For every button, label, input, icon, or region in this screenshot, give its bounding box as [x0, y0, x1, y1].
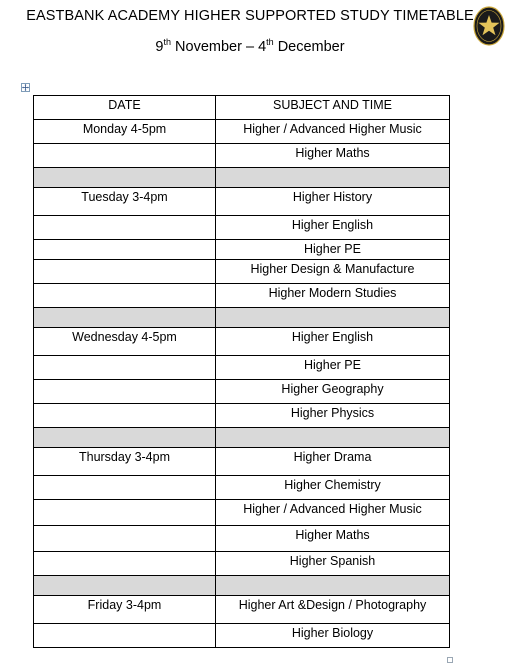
subject-cell: Higher Geography — [216, 380, 450, 404]
separator-cell — [34, 308, 216, 328]
subject-cell: Higher PE — [216, 240, 450, 260]
end-month: December — [277, 39, 345, 55]
start-day-suffix: th — [163, 37, 171, 47]
table-row — [34, 500, 450, 526]
subject-cell: Higher Biology — [216, 624, 450, 648]
separator-row — [34, 428, 450, 448]
document-title: EASTBANK ACADEMY HIGHER SUPPORTED STUDY TIMETABLE — [26, 8, 474, 24]
start-day: 9 — [155, 39, 164, 55]
date-cell — [34, 552, 216, 576]
date-range-separator: – — [245, 39, 255, 55]
table-row — [34, 476, 450, 500]
subject-column-header: SUBJECT AND TIME — [216, 96, 450, 120]
subject-cell: Higher PE — [216, 356, 450, 380]
date-cell — [34, 260, 216, 284]
date-cell: Wednesday 4-5pm — [34, 328, 216, 356]
date-column-header: DATE — [34, 96, 216, 120]
date-cell — [34, 500, 216, 526]
school-crest-star-icon — [473, 6, 505, 46]
date-cell — [34, 476, 216, 500]
table-row — [34, 596, 450, 624]
date-cell — [34, 144, 216, 168]
table-row — [34, 328, 450, 356]
table-row — [34, 356, 450, 380]
end-day: 4 — [258, 39, 267, 55]
separator-row — [34, 576, 450, 596]
subject-cell: Higher History — [216, 188, 450, 216]
table-row — [34, 144, 450, 168]
table-resize-handle[interactable] — [447, 657, 453, 663]
date-cell — [34, 624, 216, 648]
date-cell — [34, 240, 216, 260]
date-cell: Friday 3-4pm — [34, 596, 216, 624]
subject-cell: Higher Art &Design / Photography — [216, 596, 450, 624]
subject-cell: Higher Maths — [216, 144, 450, 168]
subject-cell: Higher Physics — [216, 404, 450, 428]
separator-row — [34, 168, 450, 188]
table-row — [34, 216, 450, 240]
date-cell — [34, 526, 216, 552]
table-body — [34, 120, 450, 648]
subject-cell: Higher / Advanced Higher Music — [216, 500, 450, 526]
table-row — [34, 260, 450, 284]
table-move-handle-icon[interactable] — [21, 83, 30, 92]
start-month: November — [175, 39, 242, 55]
date-cell — [34, 216, 216, 240]
subject-cell: Higher Chemistry — [216, 476, 450, 500]
end-day-suffix: th — [266, 37, 274, 47]
separator-cell — [216, 308, 450, 328]
table-row — [34, 380, 450, 404]
separator-row — [34, 308, 450, 328]
date-cell — [34, 284, 216, 308]
separator-cell — [216, 428, 450, 448]
table-row — [34, 448, 450, 476]
separator-cell — [216, 168, 450, 188]
subject-cell: Higher English — [216, 216, 450, 240]
table-row — [34, 624, 450, 648]
date-range — [0, 39, 500, 55]
table-row — [34, 526, 450, 552]
date-cell — [34, 380, 216, 404]
date-cell: Tuesday 3-4pm — [34, 188, 216, 216]
subject-cell: Higher Drama — [216, 448, 450, 476]
subject-cell: Higher Modern Studies — [216, 284, 450, 308]
separator-cell — [34, 428, 216, 448]
table-row — [34, 120, 450, 144]
date-cell: Thursday 3-4pm — [34, 448, 216, 476]
table-row — [34, 552, 450, 576]
separator-cell — [216, 576, 450, 596]
subject-cell: Higher Design & Manufacture — [216, 260, 450, 284]
date-cell: Monday 4-5pm — [34, 120, 216, 144]
table-row — [34, 240, 450, 260]
table-row — [34, 188, 450, 216]
date-cell — [34, 356, 216, 380]
separator-cell — [34, 576, 216, 596]
table-header-row — [34, 96, 450, 120]
subject-cell: Higher English — [216, 328, 450, 356]
subject-cell: Higher / Advanced Higher Music — [216, 120, 450, 144]
subject-cell: Higher Spanish — [216, 552, 450, 576]
subject-cell: Higher Maths — [216, 526, 450, 552]
date-cell — [34, 404, 216, 428]
timetable-table — [33, 95, 450, 648]
table-row — [34, 284, 450, 308]
table-row — [34, 404, 450, 428]
separator-cell — [34, 168, 216, 188]
